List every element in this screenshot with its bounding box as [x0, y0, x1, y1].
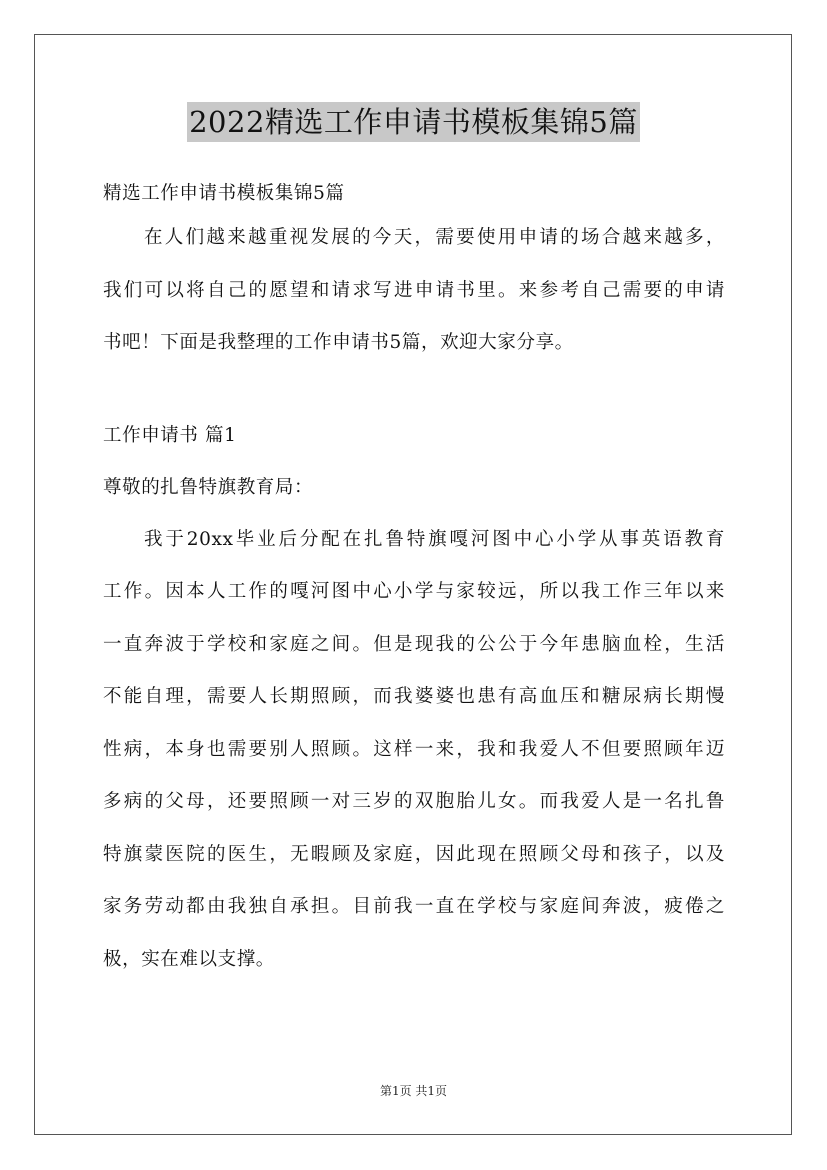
- document-body: [103, 176, 725, 986]
- body-line: 多病的父母，还要照顾一对三岁的双胞胎儿女。而我爱人是一名扎鲁: [103, 791, 725, 812]
- body-line: 特旗蒙医院的医生，无暇顾及家庭，因此现在照顾父母和孩子，以及: [103, 843, 725, 865]
- section-heading: 工作申请书 篇1: [103, 424, 237, 446]
- body-line: 工作。因本人工作的嘎河图中心小学与家较远，所以我工作三年以来: [103, 581, 725, 602]
- salutation: 尊敬的扎鲁特旗教育局：: [103, 476, 314, 498]
- intro-paragraph: [103, 212, 725, 370]
- intro-line: 我们可以将自己的愿望和请求写进申请书里。来参考自己需要的申请: [103, 279, 725, 301]
- intro-line: 在人们越来越重视发展的今天，需要使用申请的场合越来越多，: [144, 227, 725, 248]
- body-line: 我于20xx毕业后分配在扎鲁特旗嘎河图中心小学从事英语教育: [144, 528, 725, 550]
- document-subtitle: 精选工作申请书模板集锦5篇: [103, 183, 345, 204]
- document-title: 2022精选工作申请书模板集锦5篇: [187, 102, 640, 142]
- section-spacer: [103, 370, 725, 410]
- body-line: 一直奔波于学校和家庭之间。但是现我的公公于今年患脑血栓，生活: [103, 633, 725, 655]
- body-line: 家务劳动都由我独自承担。目前我一直在学校与家庭间奔波，疲倦之: [103, 896, 725, 917]
- intro-line: 书吧！下面是我整理的工作申请书5篇，欢迎大家分享。: [103, 332, 574, 353]
- body-line: 不能自理，需要人长期照顾，而我婆婆也患有高血压和糖尿病长期慢: [103, 686, 725, 707]
- body-line: 极，实在难以支撑。: [103, 948, 275, 970]
- page-footer: 第1页 共1页: [379, 1084, 448, 1098]
- body-line: 性病，本身也需要别人照顾。这样一来，我和我爱人不但要照顾年迈: [103, 738, 725, 760]
- title-container: [0, 102, 827, 142]
- body-paragraph: [103, 514, 725, 987]
